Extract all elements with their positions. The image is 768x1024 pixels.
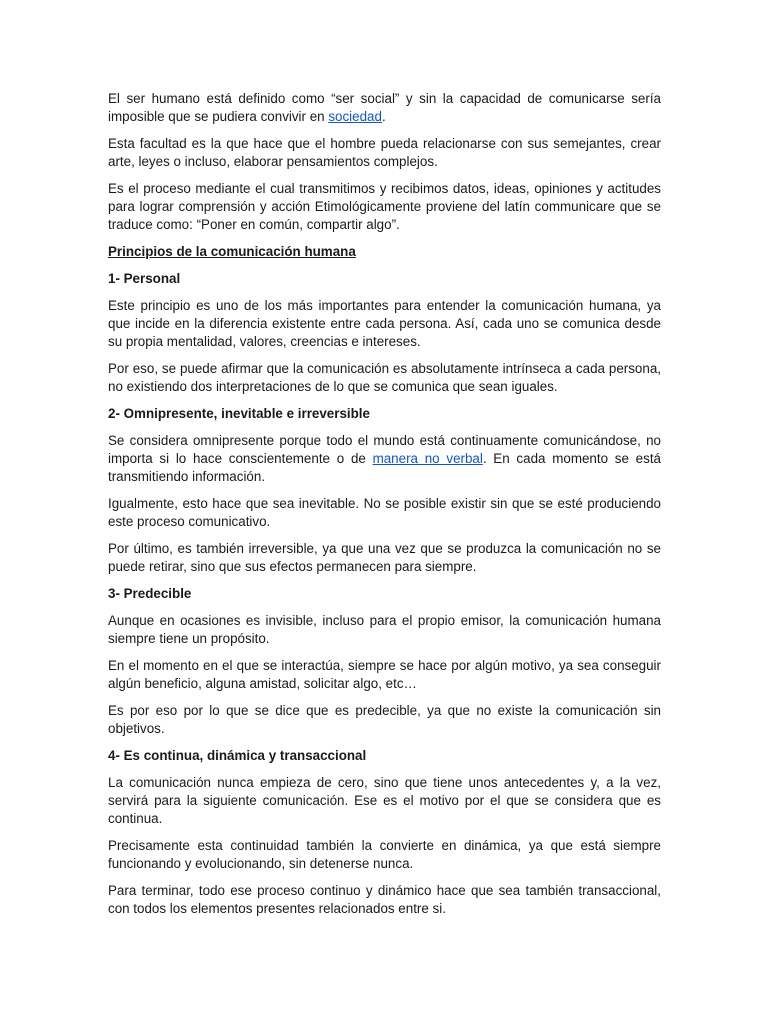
principle-4-paragraph-3: Para terminar, todo ese proceso continuo y dinámico hace que sea también transaccional, con todos los elementos presentes relacionados entre si. bbox=[108, 883, 661, 916]
manera-no-verbal-link[interactable]: manera no verbal bbox=[372, 451, 483, 466]
principle-1-paragraph-1: Este principio es uno de los más importantes para entender la comunicación humana, ya que incide en la diferencia existente entre cada persona. Así, cada uno se comunica desde su propia mentalidad, valores, creencias e intereses. bbox=[108, 298, 661, 349]
intro-paragraph-1-end: . bbox=[381, 109, 386, 124]
intro-paragraph-1-text: El ser humano está definido como “ser social” y sin la capacidad de comunicarse sería imposible que se pudiera convivir en bbox=[108, 91, 661, 124]
sociedad-link[interactable]: sociedad bbox=[328, 109, 382, 124]
principle-2-heading: 2- Omnipresente, inevitable e irreversible bbox=[108, 406, 370, 421]
principle-2-paragraph-3: Por último, es también irreversible, ya que una vez que se produzca la comunicación no se puede retirar, sino que sus efectos permanecen para siempre. bbox=[108, 541, 661, 574]
intro-paragraph-1 bbox=[108, 90, 661, 126]
principle-4-heading: 4- Es continua, dinámica y transaccional bbox=[108, 748, 367, 763]
principle-4-paragraph-1: La comunicación nunca empieza de cero, sino que tiene unos antecedentes y, a la vez, servirá para la siguiente comunicación. Ese es el motivo por el que se considera que es continua. bbox=[108, 775, 661, 826]
principle-3-paragraph-3: Es por eso por lo que se dice que es predecible, ya que no existe la comunicación sin objetivos. bbox=[108, 703, 661, 736]
intro-paragraph-3: Es el proceso mediante el cual transmitimos y recibimos datos, ideas, opiniones y actitudes para lograr comprensión y acción Etimológicamente proviene del latín communicare que se traduce como: “Poner en común, compartir algo”. bbox=[108, 181, 661, 232]
principle-2-paragraph-1-end: . En cada momento se está transmitiendo información. bbox=[108, 451, 661, 484]
principle-3-heading: 3- Predecible bbox=[108, 586, 192, 601]
principle-1-paragraph-2: Por eso, se puede afirmar que la comunicación es absolutamente intrínseca a cada persona, no existiendo dos interpretaciones de lo que se comunica que sean iguales. bbox=[108, 361, 661, 394]
principle-2-paragraph-1 bbox=[108, 432, 661, 486]
principle-1-heading: 1- Personal bbox=[108, 271, 181, 286]
intro-paragraph-2: Esta facultad es la que hace que el hombre pueda relacionarse con sus semejantes, crear arte, leyes o incluso, elaborar pensamientos complejos. bbox=[108, 136, 661, 169]
principle-3-paragraph-1: Aunque en ocasiones es invisible, incluso para el propio emisor, la comunicación humana siempre tiene un propósito. bbox=[108, 613, 661, 646]
principle-2-paragraph-2: Igualmente, esto hace que sea inevitable. No se posible existir sin que se esté produciendo este proceso comunicativo. bbox=[108, 496, 661, 529]
document-body bbox=[108, 90, 661, 927]
principle-4-paragraph-2: Precisamente esta continuidad también la convierte en dinámica, ya que está siempre funcionando y evolucionando, sin detenerse nunca. bbox=[108, 838, 661, 871]
principle-3-paragraph-2: En el momento en el que se interactúa, siempre se hace por algún motivo, ya sea conseguir algún beneficio, alguna amistad, solicitar algo, etc… bbox=[108, 658, 661, 691]
principle-2-paragraph-1-text: Se considera omnipresente porque todo el mundo está continuamente comunicándose, no importa si lo hace conscientemente o de bbox=[108, 433, 661, 466]
section-heading: Principios de la comunicación humana bbox=[108, 244, 356, 259]
